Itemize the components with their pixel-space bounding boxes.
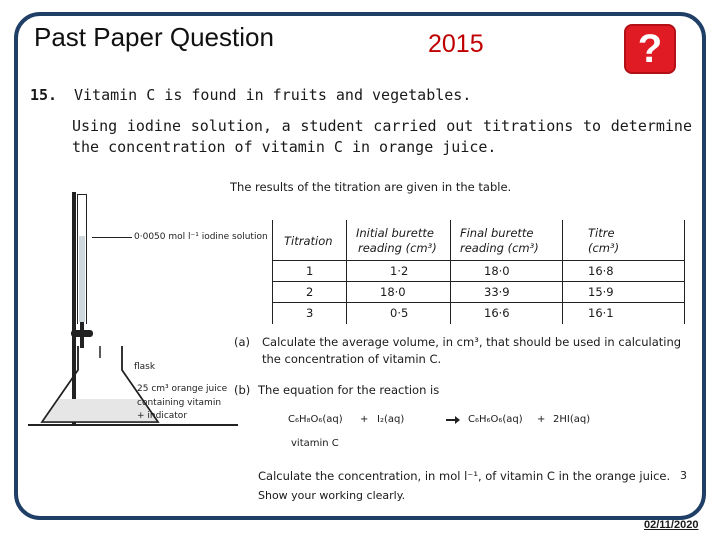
table-header-initial-2: reading (cm³) bbox=[358, 241, 437, 255]
label-leader-line bbox=[92, 237, 132, 238]
table-header-final-2: reading (cm³) bbox=[460, 241, 539, 255]
burette-label: 0·0050 mol l⁻¹ iodine solution bbox=[134, 232, 268, 242]
show-working: Show your working clearly. bbox=[258, 489, 406, 502]
table-cell: 16·8 bbox=[588, 264, 614, 278]
slide-date: 02/11/2020 bbox=[644, 519, 699, 531]
table-cell: 1·2 bbox=[390, 264, 409, 278]
marks: 3 bbox=[680, 469, 687, 482]
equation-product-2: 2HI(aq) bbox=[553, 414, 591, 425]
help-question-icon: ? bbox=[624, 24, 676, 74]
table-cell: 1 bbox=[306, 264, 314, 278]
reaction-arrow-icon bbox=[446, 419, 456, 421]
question-number: 15. bbox=[30, 86, 58, 104]
part-a-label: (a) bbox=[234, 335, 251, 349]
equation-reactant-1: C₆H₈O₆(aq) bbox=[288, 414, 343, 425]
table-cell: 16·6 bbox=[484, 306, 510, 320]
table-cell: 18·0 bbox=[380, 285, 406, 299]
slide-title: Past Paper Question bbox=[34, 22, 274, 52]
flask-content-3: + indicator bbox=[137, 411, 188, 421]
table-border bbox=[272, 220, 273, 324]
table-divider bbox=[450, 220, 451, 324]
table-header-titre-1: Titre bbox=[588, 226, 615, 240]
equation-product-1: C₆H₆O₆(aq) bbox=[468, 414, 523, 425]
equation-plus-1: + bbox=[360, 414, 369, 425]
part-b-heading bbox=[234, 383, 440, 397]
titration-table bbox=[272, 220, 685, 324]
table-cell: 16·1 bbox=[588, 306, 614, 320]
table-header-titre-2: (cm³) bbox=[588, 241, 620, 255]
results-intro: The results of the titration are given in the table. bbox=[230, 180, 512, 194]
table-cell: 18·0 bbox=[484, 264, 510, 278]
table-cell: 0·5 bbox=[390, 306, 409, 320]
equation-vitamin-c-label: vitamin C bbox=[291, 438, 339, 449]
flask-label: flask bbox=[134, 362, 156, 372]
flask-content-2: containing vitamin bbox=[137, 398, 222, 408]
table-header-titration: Titration bbox=[284, 234, 333, 248]
calculate-instruction: Calculate the concentration, in mol l⁻¹, of vitamin C in the orange juice. bbox=[258, 469, 671, 483]
burette-tap bbox=[71, 330, 93, 337]
table-cell: 3 bbox=[306, 306, 314, 320]
table-divider bbox=[272, 260, 685, 261]
part-a-text: Calculate the average volume, in cm³, that should be used in calculating the concentration of vitamin C. bbox=[262, 335, 682, 366]
table-cell: 2 bbox=[306, 285, 314, 299]
table-divider bbox=[346, 220, 347, 324]
table-header-initial-1: Initial burette bbox=[356, 226, 434, 240]
part-b-label: (b) bbox=[234, 383, 251, 397]
table-header-final-1: Final burette bbox=[460, 226, 534, 240]
flask-content-1: 25 cm³ orange juice bbox=[137, 384, 228, 394]
burette-liquid bbox=[79, 236, 85, 322]
table-divider bbox=[272, 302, 685, 303]
equation-reactant-2: I₂(aq) bbox=[377, 414, 405, 425]
table-border bbox=[684, 220, 685, 324]
table-cell: 15·9 bbox=[588, 285, 614, 299]
exam-year: 2015 bbox=[428, 30, 484, 58]
equation-plus-2: + bbox=[537, 414, 546, 425]
table-cell: 33·9 bbox=[484, 285, 510, 299]
table-divider bbox=[562, 220, 563, 324]
part-b-text: The equation for the reaction is bbox=[258, 383, 440, 397]
question-line-1: Vitamin C is found in fruits and vegetables. bbox=[74, 86, 472, 104]
question-line-2: Using iodine solution, a student carried out titrations to determine the concentration of vitamin C in orange juice. bbox=[72, 117, 692, 156]
table-divider bbox=[272, 281, 685, 282]
